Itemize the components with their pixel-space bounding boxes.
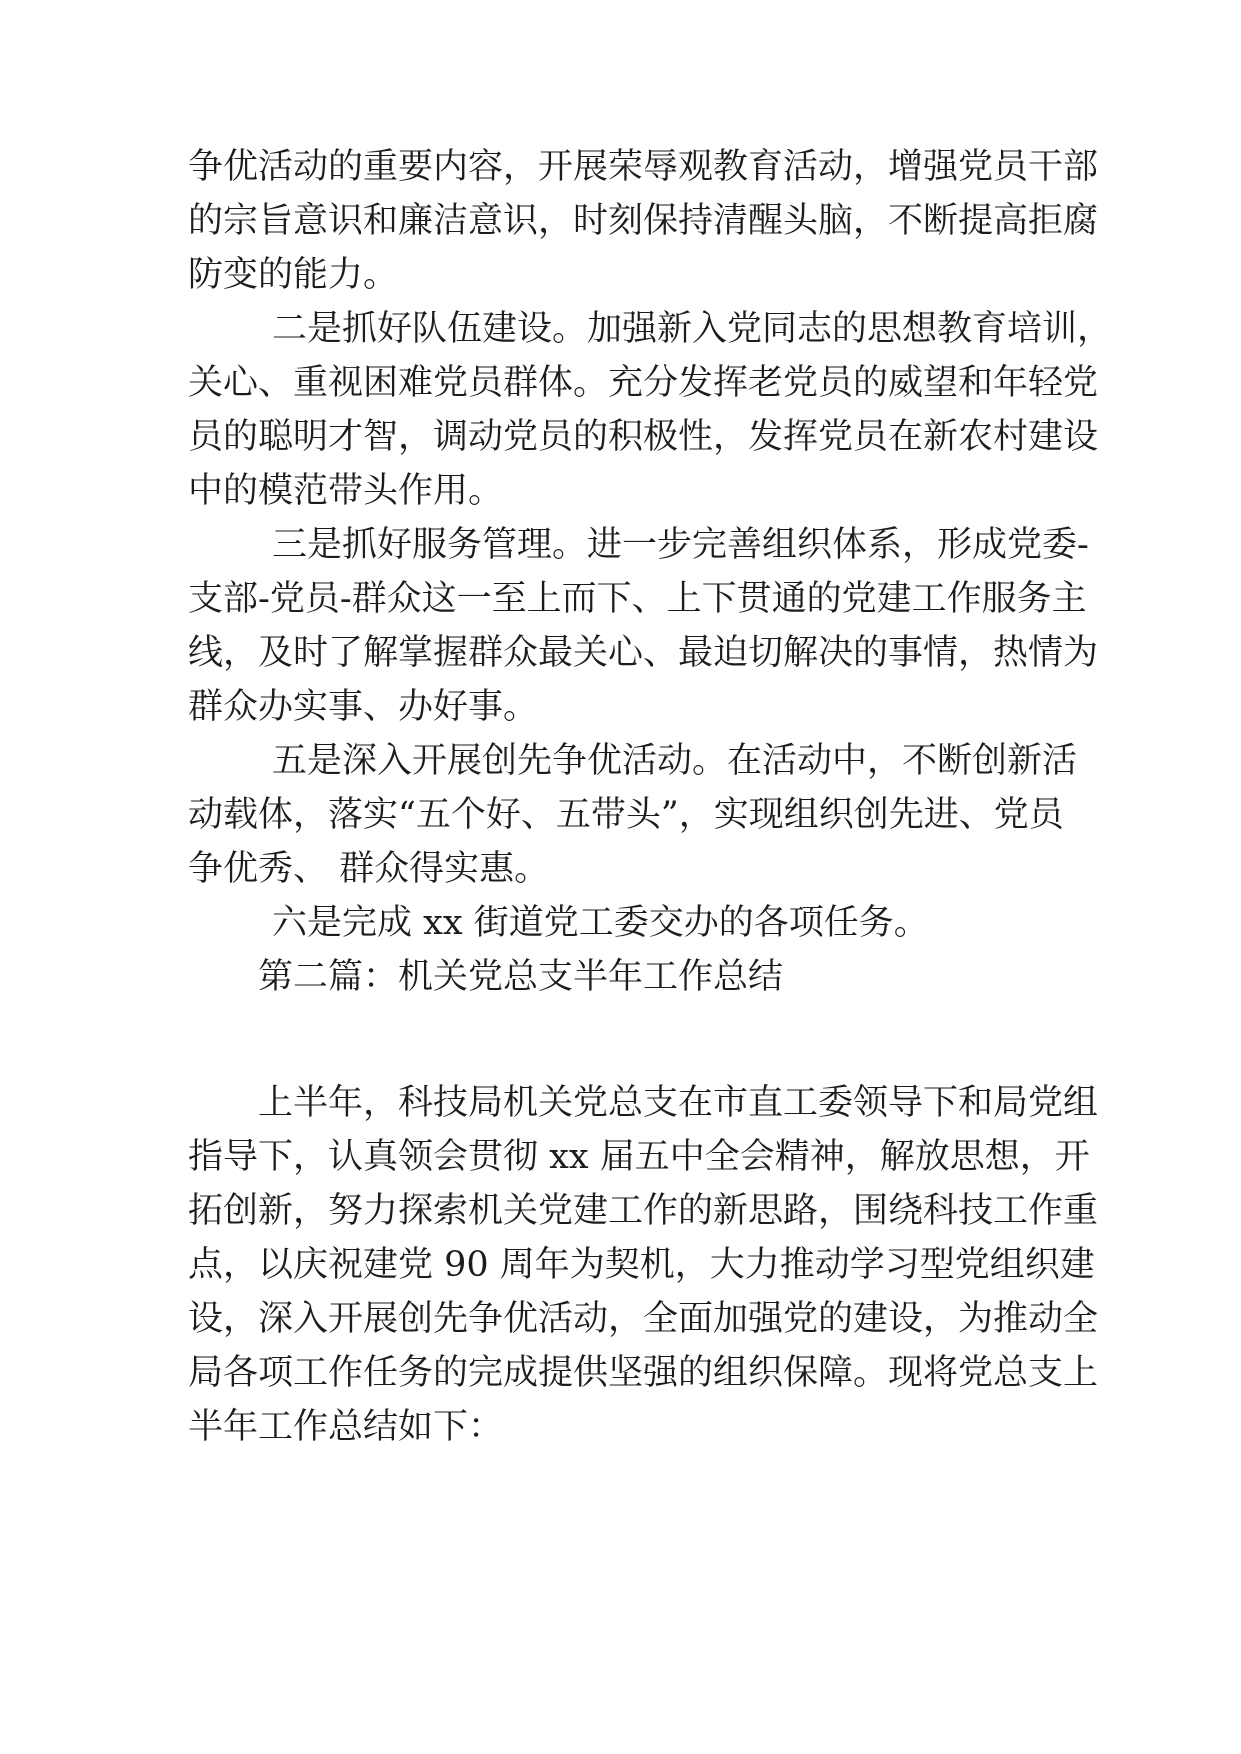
text-line: 三是抓好服务管理。进一步完善组织体系，形成党委- bbox=[272, 525, 1089, 565]
text-line: 线，及时了解掌握群众最关心、最迫切解决的事情，热情为 bbox=[188, 633, 1099, 673]
text-line: 动载体，落实“五个好、五带头”，实现组织创先进、党员 bbox=[188, 795, 1064, 835]
text-line: 支部-党员-群众这一至上而下、上下贯通的党建工作服务主 bbox=[188, 579, 1087, 619]
section-heading: 第二篇：机关党总支半年工作总结 bbox=[258, 957, 784, 997]
text-line: 上半年，科技局机关党总支在市直工委领导下和局党组 bbox=[258, 1083, 1099, 1123]
text-line: 局各项工作任务的完成提供坚强的组织保障。现将党总支上 bbox=[188, 1353, 1099, 1393]
text-line: 员的聪明才智，调动党员的积极性，发挥党员在新农村建设 bbox=[188, 417, 1099, 457]
text-line: 中的模范带头作用。 bbox=[188, 471, 504, 511]
text-line: 争优活动的重要内容，开展荣辱观教育活动，增强党员干部 bbox=[188, 147, 1099, 187]
text-line: 五是深入开展创先争优活动。在活动中，不断创新活 bbox=[272, 741, 1078, 781]
text-line: 防变的能力。 bbox=[188, 255, 399, 295]
text-line: 六是完成 xx 街道党工委交办的各项任务。 bbox=[272, 903, 929, 943]
text-line: 拓创新，努力探索机关党建工作的新思路，围绕科技工作重 bbox=[188, 1191, 1099, 1231]
text-line: 争优秀、 群众得实惠。 bbox=[188, 849, 550, 889]
text-line: 设，深入开展创先争优活动，全面加强党的建设，为推动全 bbox=[188, 1299, 1099, 1339]
text-line: 半年工作总结如下： bbox=[188, 1407, 504, 1447]
text-line: 指导下，认真领会贯彻 xx 届五中全会精神，解放思想，开 bbox=[188, 1137, 1090, 1177]
text-line: 二是抓好队伍建设。加强新入党同志的思想教育培训， bbox=[272, 309, 1113, 349]
text-line: 群众办实事、办好事。 bbox=[188, 687, 539, 727]
text-line: 关心、重视困难党员群体。充分发挥老党员的威望和年轻党 bbox=[188, 363, 1099, 403]
text-line: 的宗旨意识和廉洁意识，时刻保持清醒头脑，不断提高拒腐 bbox=[188, 201, 1099, 241]
text-line: 点，以庆祝建党 90 周年为契机，大力推动学习型党组织建 bbox=[188, 1245, 1095, 1285]
